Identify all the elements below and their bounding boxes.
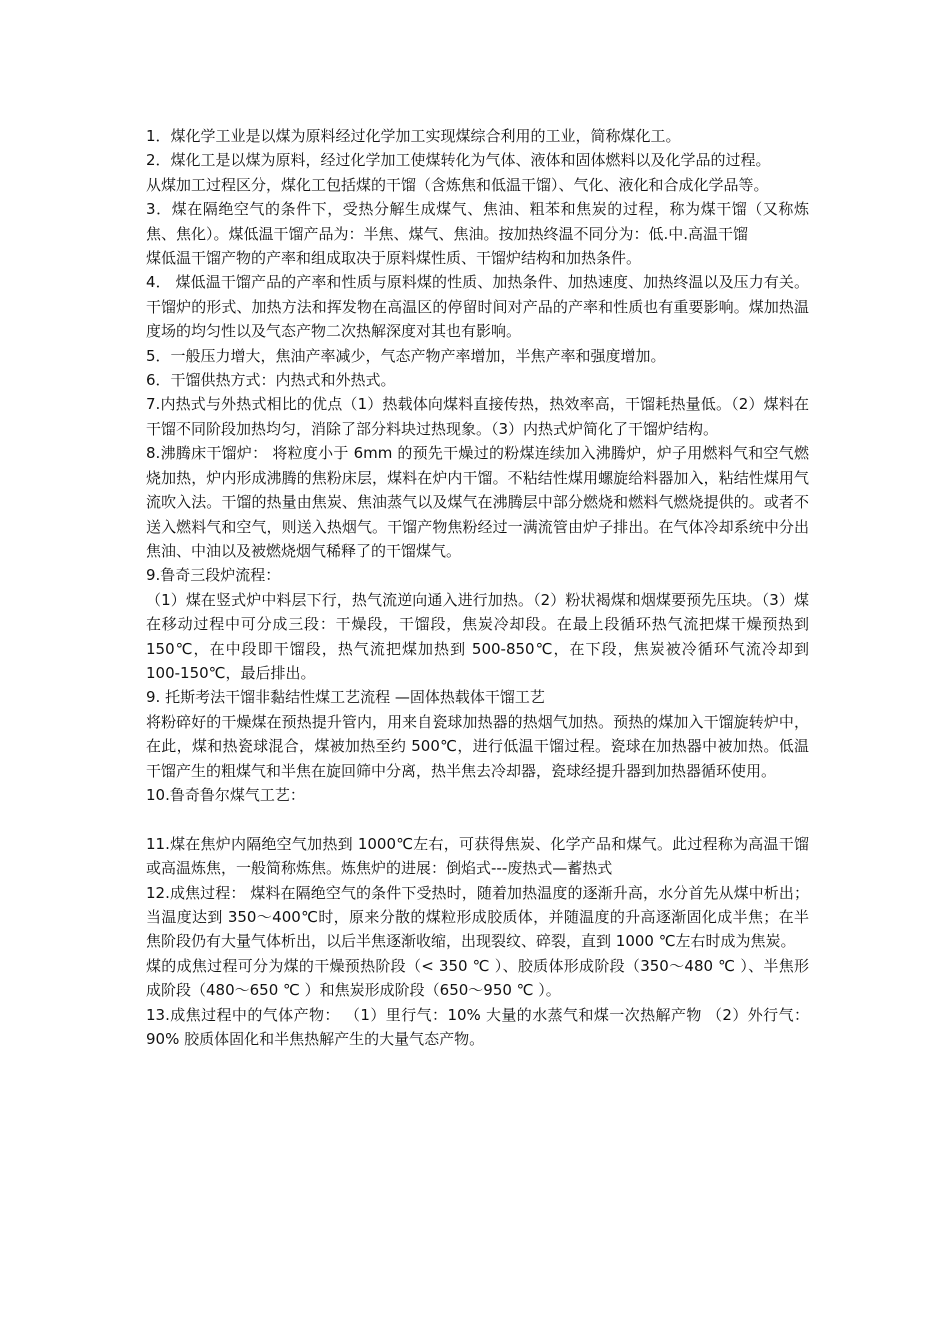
paragraph-13: 9. 托斯考法干馏非黏结性煤工艺流程 —固体热载体干馏工艺 [146,688,545,707]
paragraph-8: 6．干馏供热方式：内热式和外热式。 [146,371,396,390]
paragraph-9: 7.内热式与外热式相比的优点（1）热载体向煤料直接传热，热效率高，干馏耗热量低。（2）煤料在干馏不同阶段加热均匀，消除了部分料块过热现象。（3）内热式炉简化了干馏炉结构。 [146,395,809,438]
paragraph-12: （1）煤在竖式炉中料层下行，热气流逆向通入进行加热。（2）粉状褐煤和烟煤要预先压块。（3）煤在移动过程中可分成三段：干燥段，干馏段，焦炭冷却段。在最上段循环热气流把煤干燥预热到 150℃，在中段即干馏段，热气流把煤加热到 500-850℃，在下段，焦炭被冷循环气流冷却到 100-150℃，最后排出。 [146,590,809,682]
paragraph-15: 10.鲁奇鲁尔煤气工艺： [146,785,305,804]
paragraph-7: 5．一般压力增大，焦油产率减少，气态产物产率增加，半焦产率和强度增加。 [146,346,666,365]
paragraph-14: 将粉碎好的干燥煤在预热提升管内，用来自瓷球加热器的热烟气加热。预热的煤加入干馏旋转炉中，在此，煤和热瓷球混合，煤被加热至约 500℃，进行低温干馏过程。瓷球在加热器中被加热。低温干馏产生的粗煤气和半焦在旋回筛中分离，热半焦去冷却器，瓷球经提升器到加热器循环使用。 [146,712,809,780]
paragraph-17: 12.成焦过程： 煤料在隔绝空气的条件下受热时，随着加热温度的逐渐升高，水分首先从煤中析出；当温度达到 350～400℃时，原来分散的煤粒形成胶质体，并随温度的升高逐渐固化成半焦；在半焦阶段仍有大量气体析出，以后半焦逐渐收缩，出现裂纹、碎裂，直到 1000 ℃左右时成为焦炭。 [146,883,809,951]
paragraph-16: 11.煤在焦炉内隔绝空气加热到 1000℃左右，可获得焦炭、化学产品和煤气。此过程称为高温干馏或高温炼焦，一般简称炼焦。炼焦炉的进展：倒焰式---废热式—蓄热式 [146,834,809,878]
paragraph-1: 1．煤化学工业是以煤为原料经过化学加工实现煤综合利用的工业，简称煤化工。 [146,127,681,145]
paragraph-3: 从煤加工过程区分，煤化工包括煤的干馏（含炼焦和低温干馏）、气化、液化和合成化学品等。 [146,175,769,194]
paragraph-10: 8.沸腾床干馏炉： 将粒度小于 6mm 的预先干燥过的粉煤连续加入沸腾炉，炉子用燃料气和空气燃烧加热，炉内形成沸腾的焦粉床层，煤料在炉内干馏。不粘结性煤用螺旋给料器加入，粘结性煤用气流吹入法。干馏的热量由焦炭、焦油蒸气以及煤气在沸腾层中部分燃烧和燃料气燃烧提供的。或者不送入燃料气和空气，则送入热烟气。干馏产物焦粉经过一满流管由炉子排出。在气体冷却系统中分出焦油、中油以及被燃烧烟气稀释了的干馏煤气。 [146,444,809,560]
paragraph-18: 煤的成焦过程可分为煤的干燥预热阶段（< 350 ℃ ）、胶质体形成阶段（350～480 ℃ ）、半焦形成阶段（480～650 ℃ ）和焦炭形成阶段（650～950 ℃ ）。 [146,956,809,1000]
document-body [146,124,809,1051]
paragraph-5: 煤低温干馏产物的产率和组成取决于原料煤性质、干馏炉结构和加热条件。 [146,249,642,268]
paragraph-2: 2．煤化工是以煤为原料，经过化学加工使煤转化为气体、液体和固体燃料以及化学品的过程。 [146,151,771,170]
paragraph-6: 4． 煤低温干馏产品的产率和性质与原料煤的性质、加热条件、加热速度、加热终温以及压力有关。干馏炉的形式、加热方法和挥发物在高温区的停留时间对产品的产率和性质也有重要影响。煤加热温度场的均匀性以及气态产物二次热解深度对其也有影响。 [146,273,809,341]
blank-line [146,807,809,831]
paragraph-19: 13.成焦过程中的气体产物： （1）里行气：10% 大量的水蒸气和煤一次热解产物 （2）外行气：90% 胶质体固化和半焦热解产生的大量气态产物。 [146,1005,809,1049]
paragraph-11: 9.鲁奇三段炉流程： [146,566,281,585]
paragraph-4: 3．煤在隔绝空气的条件下，受热分解生成煤气、焦油、粗苯和焦炭的过程，称为煤干馏（又称炼焦、焦化）。煤低温干馏产品为：半焦、煤气、焦油。按加热终温不同分为：低.中.高温干馏 [146,200,809,243]
